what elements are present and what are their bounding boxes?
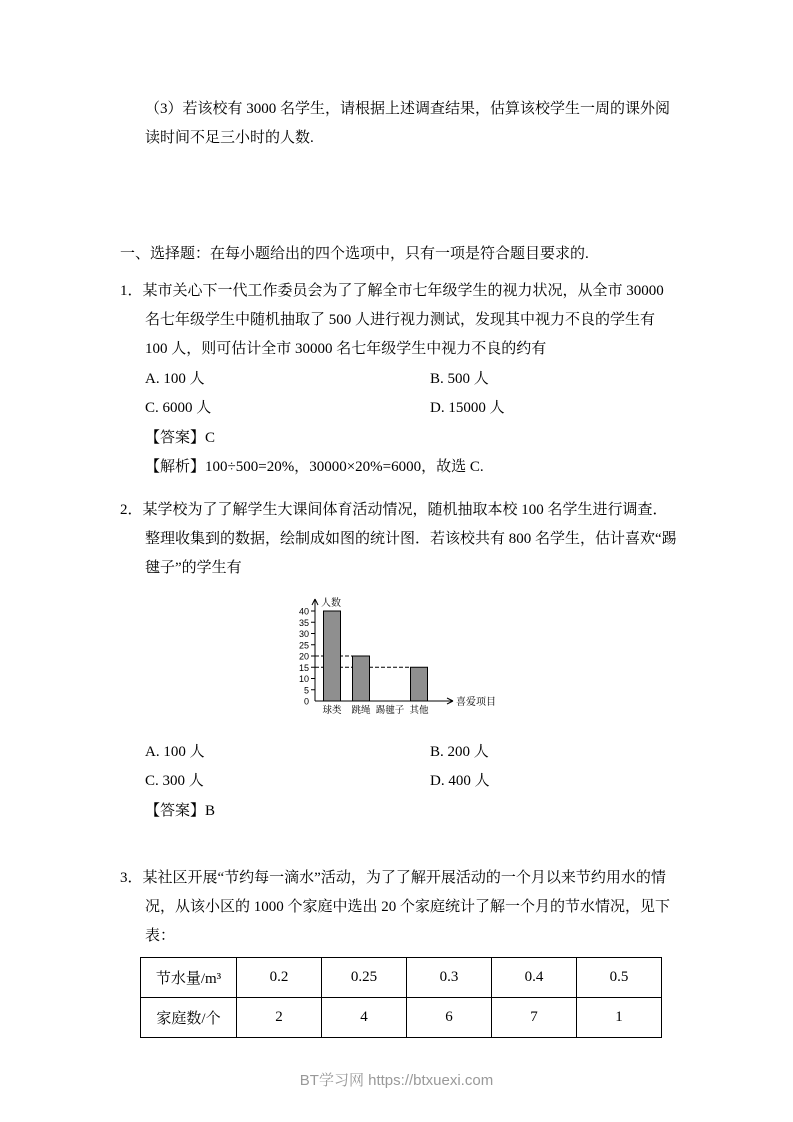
table-cell-family-label: 家庭数/个 (141, 998, 237, 1038)
svg-text:35: 35 (298, 617, 309, 628)
q2-option-a: A. 100 人 (145, 744, 205, 760)
table-row-family-count (141, 998, 662, 1038)
question-3-stem: 3．某社区开展“节约每一滴水”活动，为了了解开展活动的一个月以来节约用水的情况，从该小区的 1000 个家庭中选出 20 个家庭统计了解一个月的节水情况，见下表： (120, 870, 671, 944)
table-cell: 0.5 (577, 958, 662, 998)
svg-text:踢毽子: 踢毽子 (375, 705, 405, 716)
svg-text:0: 0 (303, 696, 309, 707)
table-cell: 2 (237, 998, 322, 1038)
svg-text:跳绳: 跳绳 (351, 705, 371, 716)
svg-text:20: 20 (298, 651, 309, 662)
q1-option-d: D. 15000 人 (430, 400, 505, 416)
question-1-stem: 1．某市关心下一代工作委员会为了了解全市七年级学生的视力状况，从全市 30000 名七年级学生中随机抽取了 500 人进行视力测试，发现其中视力不良的学生有 100 人，则可估计全市 30000 名七年级学生中视力不良的约有 (120, 283, 664, 357)
option-row (145, 394, 678, 423)
svg-text:喜爱项目: 喜爱项目 (456, 697, 496, 708)
table-cell: 0.2 (237, 958, 322, 998)
svg-text:10: 10 (298, 674, 309, 684)
table-cell: 7 (492, 998, 577, 1038)
table-row-water-amount (141, 958, 662, 998)
q2-option-d: D. 400 人 (430, 773, 490, 789)
table-cell: 6 (407, 998, 492, 1038)
svg-text:球类: 球类 (322, 705, 342, 716)
q2-option-b: B. 200 人 (430, 744, 489, 760)
q1-option-b: B. 500 人 (430, 371, 489, 387)
svg-text:人数: 人数 (321, 598, 341, 609)
svg-text:25: 25 (298, 640, 309, 651)
bar-chart-svg (275, 589, 503, 721)
question-2-stem: 2．某学校为了了解学生大课间体育活动情况，随机抽取本校 100 名学生进行调查．整理收集到的数据，绘制成如图的统计图．若该校共有 800 名学生，估计喜欢“踢毽子”的学生有 (120, 502, 677, 576)
q2-option-c: C. 300 人 (145, 773, 204, 789)
worksheet-content (120, 95, 678, 1038)
q1-analysis: 【解析】100÷500=20%，30000×20%=6000，故选 C. (145, 459, 484, 475)
table-cell: 0.4 (492, 958, 577, 998)
section-title: 一、选择题：在每小题给出的四个选项中，只有一项是符合题目要求的. (120, 246, 589, 262)
table-cell: 4 (322, 998, 407, 1038)
option-row (145, 767, 678, 796)
q2-answer: 【答案】B (145, 803, 216, 819)
table-cell: 1 (577, 998, 662, 1038)
question-1-options (145, 365, 678, 423)
svg-text:5: 5 (303, 685, 309, 696)
question-2-options (145, 738, 678, 796)
water-saving-table (140, 957, 662, 1038)
footer-site-link: BT学习网 https://btxuexi.com (299, 1072, 494, 1089)
option-row (145, 738, 678, 767)
svg-text:15: 15 (298, 662, 309, 673)
table-cell-water-label: 节水量/m³ (141, 958, 237, 998)
part3-question-text: （3）若该校有 3000 名学生，请根据上述调查结果，估算该校学生一周的课外阅读时间不足三小时的人数. (145, 101, 671, 146)
q2-bar-chart (275, 589, 678, 732)
svg-text:40: 40 (298, 606, 309, 617)
q1-option-a: A. 100 人 (145, 371, 205, 387)
table-cell: 0.3 (407, 958, 492, 998)
q1-answer: 【答案】C (145, 430, 216, 446)
option-row (145, 365, 678, 394)
q1-option-c: C. 6000 人 (145, 400, 212, 416)
table-cell: 0.25 (322, 958, 407, 998)
footer-watermark (0, 1069, 793, 1090)
svg-text:其他: 其他 (409, 705, 429, 716)
svg-text:30: 30 (298, 629, 309, 639)
